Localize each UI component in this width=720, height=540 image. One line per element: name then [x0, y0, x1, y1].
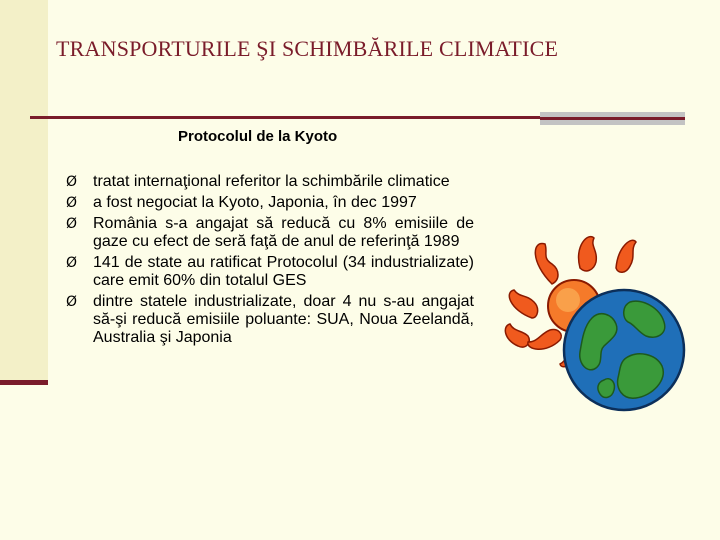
bullet-item: [66, 173, 474, 191]
arrow-bullet-icon: Ø: [66, 216, 78, 232]
bullet-text: 141 de state au ratificat Protocolul (34 industrializate) care emit 60% din totalul GES: [93, 254, 474, 289]
bullet-list: [66, 173, 474, 350]
sun-globe-icon: [500, 222, 690, 422]
slide-title: TRANSPORTURILE ŞI SCHIMBĂRILE CLIMATICE: [56, 36, 559, 61]
title-rule-right: [540, 117, 685, 120]
title-rule: [30, 116, 540, 119]
arrow-bullet-icon: Ø: [66, 174, 78, 190]
globe: [564, 290, 684, 410]
arrow-bullet-icon: Ø: [66, 294, 78, 310]
bullet-item: [66, 215, 474, 251]
bullet-text: România s-a angajat să reducă cu 8% emisiile de gaze cu efect de seră faţă de anul de referinţă 1989: [93, 215, 474, 250]
bullet-item: [66, 254, 474, 290]
left-accent-bar: [0, 0, 48, 385]
bullet-text: a fost negociat la Kyoto, Japonia, în dec 1997: [93, 194, 417, 211]
left-accent-tick: [0, 380, 48, 385]
continent: [598, 379, 614, 398]
bullet-text: tratat internaţional referitor la schimbările climatice: [93, 173, 450, 190]
sun-core-highlight: [556, 288, 580, 312]
bullet-item: [66, 293, 474, 347]
bullet-item: [66, 194, 474, 212]
arrow-bullet-icon: Ø: [66, 195, 78, 211]
slide-subtitle: Protocolul de la Kyoto: [178, 128, 338, 145]
bullet-text: dintre statele industrializate, doar 4 nu s-au angajat să-şi reducă emisiile poluante: SUA, Noua Zeelandă, Australia şi Japonia: [93, 293, 474, 346]
sun-ray: [509, 290, 537, 318]
sun-ray: [528, 330, 561, 350]
sun-ray: [505, 324, 529, 347]
arrow-bullet-icon: Ø: [66, 255, 78, 271]
sun-ray: [535, 244, 558, 284]
sun-ray: [616, 240, 636, 272]
sun-ray: [579, 237, 597, 271]
